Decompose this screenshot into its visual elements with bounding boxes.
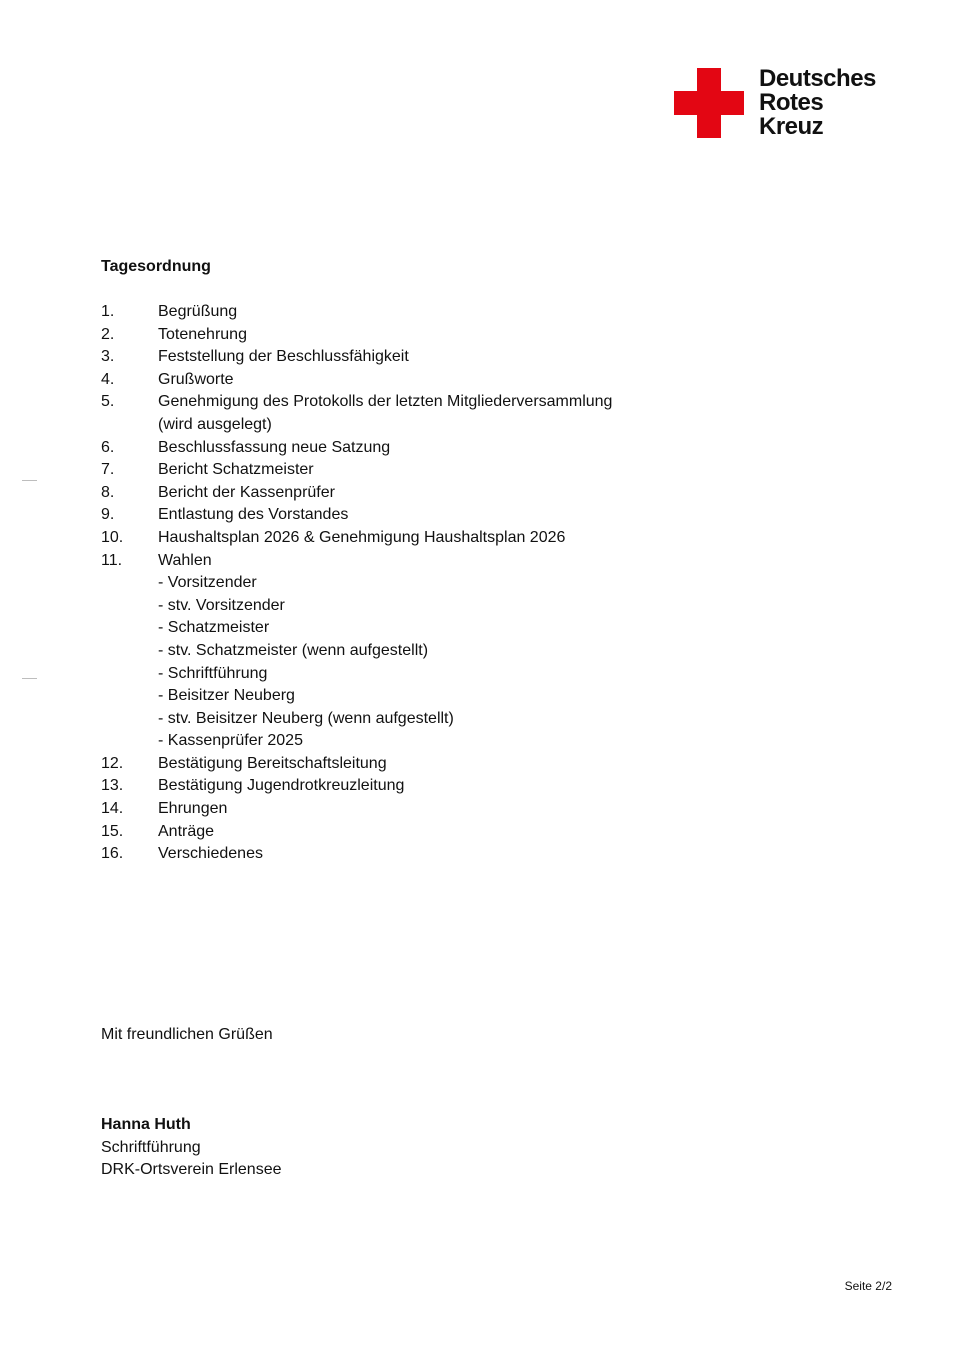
agenda-item-number: 15. bbox=[101, 822, 124, 840]
agenda-item-number: 11. bbox=[101, 551, 123, 569]
agenda-item-subline: - Vorsitzender bbox=[158, 574, 257, 592]
agenda-item-text: Beschlussfassung neue Satzung bbox=[158, 438, 391, 456]
signature-role: Schriftführung bbox=[101, 1138, 201, 1156]
agenda-item-text: Haushaltsplan 2026 & Genehmigung Haushaltsplan 2026 bbox=[158, 528, 566, 546]
logo-line-3: Kreuz bbox=[759, 113, 824, 140]
agenda-item-number: 7. bbox=[101, 461, 115, 479]
agenda-item-number: 2. bbox=[101, 325, 115, 343]
agenda-list bbox=[101, 301, 861, 866]
agenda-item-text: Verschiedenes bbox=[158, 845, 263, 863]
page-title: Tagesordnung bbox=[101, 258, 211, 275]
agenda-item-text: Genehmigung des Protokolls der letzten Mitgliederversammlung bbox=[158, 393, 613, 411]
fold-mark bbox=[22, 480, 37, 481]
agenda-item-subline: - stv. Beisitzer Neuberg (wenn aufgestellt) bbox=[158, 709, 454, 727]
agenda-item-number: 1. bbox=[101, 303, 115, 320]
agenda-item bbox=[101, 753, 861, 776]
agenda-item-number: 9. bbox=[101, 506, 115, 524]
agenda-item-number: 13. bbox=[101, 777, 124, 795]
logo-wordmark bbox=[759, 67, 876, 139]
agenda-item-text: Entlastung des Vorstandes bbox=[158, 506, 349, 524]
agenda-item-text: Bericht der Kassenprüfer bbox=[158, 483, 335, 501]
agenda-item bbox=[101, 504, 861, 527]
agenda-item-number: 12. bbox=[101, 754, 124, 772]
agenda-item bbox=[101, 821, 861, 844]
agenda-item-subline: - Kassenprüfer 2025 bbox=[158, 732, 303, 750]
drk-logo bbox=[674, 65, 914, 140]
agenda-item-text: Totenehrung bbox=[158, 325, 247, 343]
agenda-item bbox=[101, 459, 861, 482]
agenda-item bbox=[101, 550, 861, 753]
agenda-item bbox=[101, 369, 861, 392]
agenda-item bbox=[101, 775, 861, 798]
agenda-item-subline: - Beisitzer Neuberg bbox=[158, 687, 295, 705]
punch-mark bbox=[22, 678, 37, 679]
agenda-item-number: 8. bbox=[101, 483, 115, 501]
agenda-item-text: Ehrungen bbox=[158, 800, 228, 818]
agenda-item-number: 14. bbox=[101, 800, 124, 818]
page-number: Seite 2/2 bbox=[844, 1279, 892, 1293]
agenda-item-subline: - stv. Schatzmeister (wenn aufgestellt) bbox=[158, 641, 429, 659]
agenda-item bbox=[101, 301, 861, 324]
agenda-item bbox=[101, 798, 861, 821]
closing-greeting: Mit freundlichen Grüßen bbox=[101, 1026, 273, 1043]
agenda-item-number: 5. bbox=[101, 393, 115, 411]
agenda-item-text: Bestätigung Jugendrotkreuzleitung bbox=[158, 777, 405, 795]
logo-line-2: Rotes bbox=[759, 89, 824, 116]
agenda-item bbox=[101, 527, 861, 550]
agenda-item bbox=[101, 437, 861, 460]
agenda-item-subline: (wird ausgelegt) bbox=[158, 415, 272, 433]
signature-block bbox=[101, 1114, 282, 1182]
agenda-item-text: Begrüßung bbox=[158, 303, 238, 320]
red-cross-icon bbox=[674, 68, 744, 138]
agenda-item-subline: - Schatzmeister bbox=[158, 619, 270, 637]
logo-line-1: Deutsches bbox=[759, 65, 876, 92]
agenda-item-text: Anträge bbox=[158, 822, 215, 840]
signature-organization: DRK-Ortsverein Erlensee bbox=[101, 1161, 282, 1179]
agenda-item bbox=[101, 843, 861, 866]
agenda-item-number: 16. bbox=[101, 845, 124, 863]
agenda-item-number: 3. bbox=[101, 348, 115, 366]
agenda-item-number: 6. bbox=[101, 438, 115, 456]
signature-name: Hanna Huth bbox=[101, 1116, 191, 1133]
agenda-item bbox=[101, 324, 861, 347]
agenda-item-subline: - stv. Vorsitzender bbox=[158, 596, 285, 614]
agenda-item-text: Feststellung der Beschlussfähigkeit bbox=[158, 348, 409, 366]
agenda-item bbox=[101, 482, 861, 505]
agenda-item bbox=[101, 391, 861, 436]
agenda-item-text: Bestätigung Bereitschaftsleitung bbox=[158, 754, 387, 772]
agenda-item-subline: - Schriftführung bbox=[158, 664, 268, 682]
agenda-item-text: Wahlen bbox=[158, 551, 212, 569]
agenda-item-text: Bericht Schatzmeister bbox=[158, 461, 314, 479]
agenda-item-number: 4. bbox=[101, 370, 115, 388]
agenda-item-number: 10. bbox=[101, 528, 124, 546]
agenda-item-text: Grußworte bbox=[158, 370, 234, 388]
agenda-item bbox=[101, 346, 861, 369]
